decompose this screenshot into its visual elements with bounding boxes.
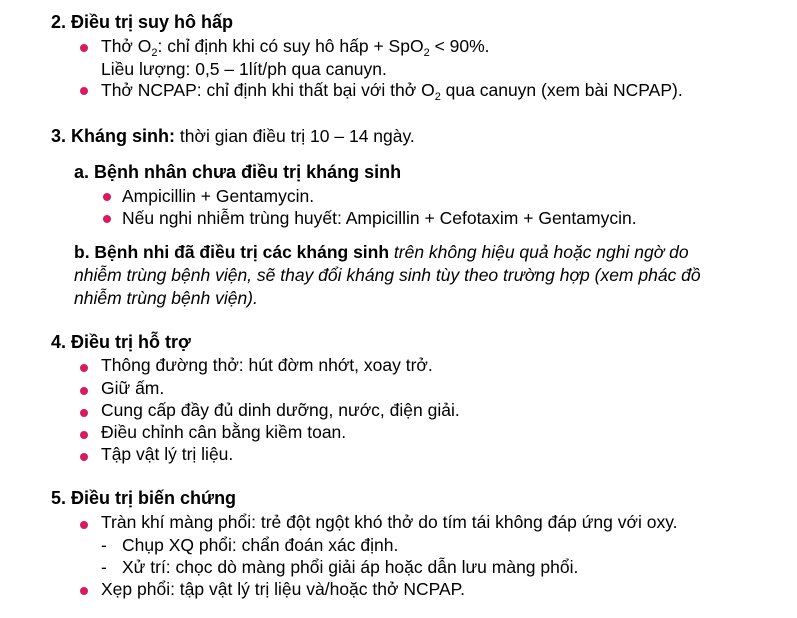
s2-item-dosage: Liều lượng: 0,5 – 1lít/ph qua canuyn. xyxy=(101,59,387,79)
bullet-icon xyxy=(80,364,88,372)
section-3-heading: 3. Kháng sinh: thời gian điều trị 10 – 14 ngày. xyxy=(51,126,415,146)
s3a-item-1: Ampicillin + Gentamycin. xyxy=(122,186,315,206)
bullet-icon xyxy=(80,87,88,95)
bullet-icon xyxy=(80,453,88,461)
bullet-icon xyxy=(80,44,88,52)
bullet-icon xyxy=(103,193,111,201)
s2-item-ncpap: Thở NCPAP: chỉ định khi thất bại với thở $O_2$ qua canuyn (xem bài NCPAP). xyxy=(101,80,683,103)
bullet-icon xyxy=(80,387,88,395)
s4-item-1: Thông đường thở: hút đờm nhớt, xoay trở. xyxy=(101,355,433,375)
s2-item-oxygen: Thở $O_2$: chỉ định khi có suy hô hấp + SpO$_2$ < 90%. xyxy=(101,36,490,59)
section-4-heading: 4. Điều trị hỗ trợ xyxy=(51,332,191,352)
s5-item-atelectasis: Xẹp phổi: tập vật lý trị liệu và/hoặc thở NCPAP. xyxy=(101,579,465,599)
section-3b-paragraph-line1: b. Bệnh nhi đã điều trị các kháng sinh trên không hiệu quả hoặc nghi ngờ do xyxy=(74,242,689,262)
s5-subitem-treatment: Xử trí: chọc dò màng phổi giải áp hoặc dẫn lưu màng phổi. xyxy=(122,557,579,577)
bullet-icon xyxy=(103,215,111,223)
section-3b-paragraph-line2: nhiễm trùng bệnh viện, sẽ thay đổi kháng sinh tùy theo trường hợp (xem phác đồ xyxy=(74,265,701,285)
s4-item-3: Cung cấp đầy đủ dinh dưỡng, nước, điện giải. xyxy=(101,400,460,420)
s4-item-4: Điều chỉnh cân bằng kiềm toan. xyxy=(101,422,347,442)
section-5-heading: 5. Điều trị biến chứng xyxy=(51,488,237,508)
s4-item-5: Tập vật lý trị liệu. xyxy=(101,444,234,464)
s4-item-2: Giữ ấm. xyxy=(101,378,165,398)
dash-marker: - xyxy=(101,557,107,577)
bullet-icon xyxy=(80,521,88,529)
bullet-icon xyxy=(80,409,88,417)
bullet-icon xyxy=(80,431,88,439)
dash-marker: - xyxy=(101,535,107,555)
section-3a-heading: a. Bệnh nhân chưa điều trị kháng sinh xyxy=(74,162,402,182)
section-2-heading: 2. Điều trị suy hô hấp xyxy=(51,12,234,32)
s5-subitem-xray: Chụp XQ phổi: chẩn đoán xác định. xyxy=(122,535,399,555)
section-3b-paragraph-line3: nhiễm trùng bệnh viện). xyxy=(74,288,258,308)
bullet-icon xyxy=(80,587,88,595)
s3a-item-2: Nếu nghi nhiễm trùng huyết: Ampicillin + Cefotaxim + Gentamycin. xyxy=(122,208,637,228)
s5-item-pneumothorax: Tràn khí màng phổi: trẻ đột ngột khó thở do tím tái không đáp ứng với oxy. xyxy=(101,512,678,532)
